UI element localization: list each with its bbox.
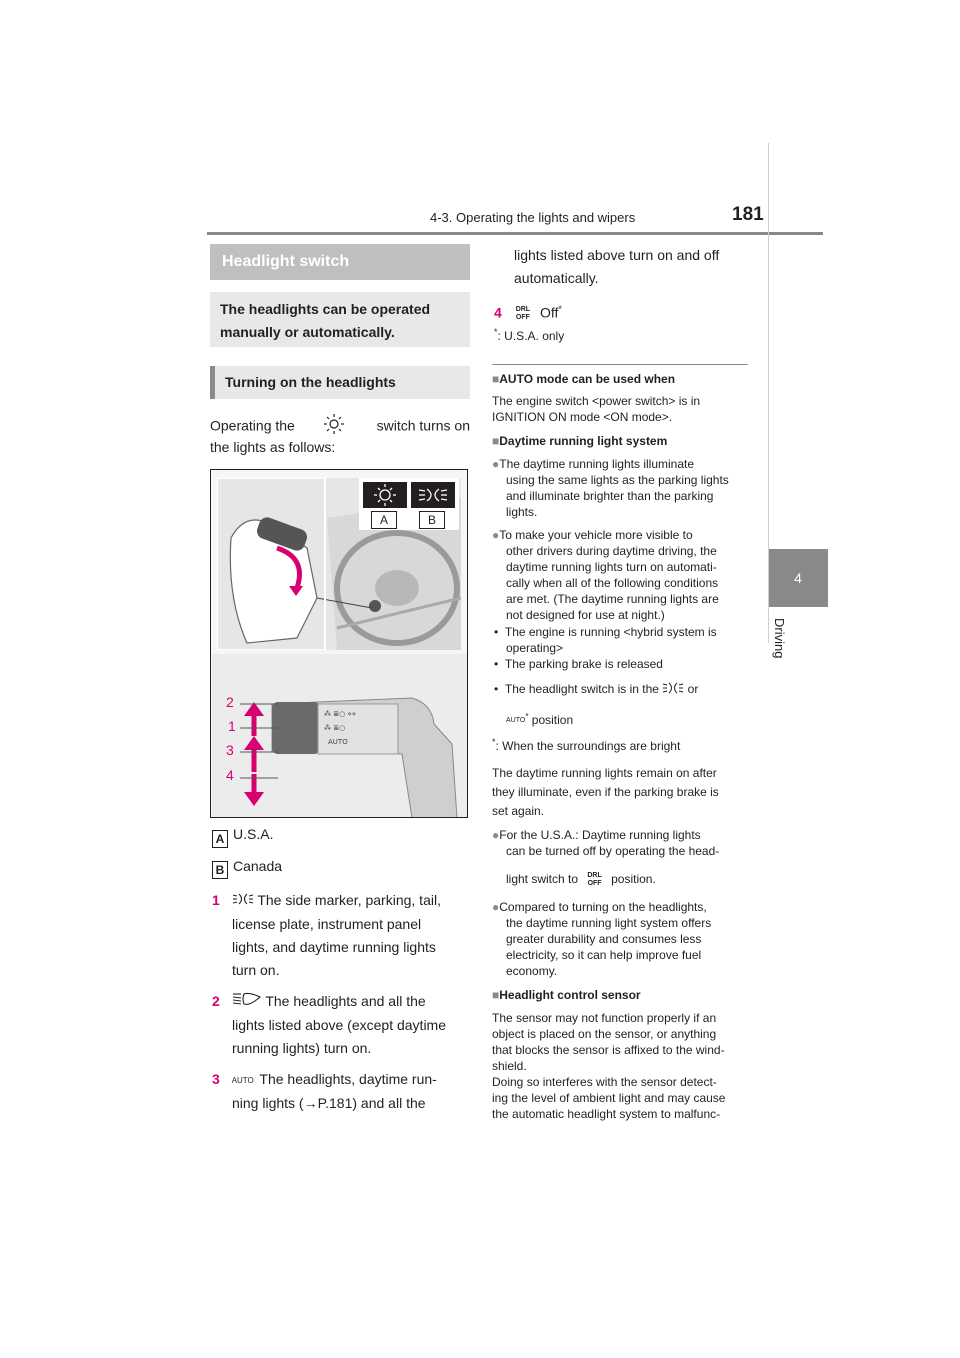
sensor-line7: the automatic headlight system to malfunc- [492,1107,721,1121]
lead-text-line1: The headlights can be operated [220,301,431,317]
chapter-label: Driving [772,618,787,659]
drl-b2-line6: not designed for use at night.) [506,608,665,622]
drl-after-1: The daytime running lights remain on after [492,766,717,780]
condition-3-position: position [531,713,574,727]
figure-label-b: B [419,511,445,529]
list-item-4 [494,298,562,325]
condition-3: • The headlight switch is in the or [494,682,699,697]
condition-1: • The engine is running <hybrid system is [494,625,717,639]
sensor-line1: The sensor may not function properly if an [492,1011,717,1025]
footnote-bright [492,735,680,754]
tail-light-icon [232,890,254,913]
item-3-line2-pre: ning lights ( [232,1095,304,1111]
usa-line3-post: position. [611,872,656,887]
usa-bullet [492,828,701,843]
drl-b2-line3: daytime running lights turn on automati- [506,560,717,574]
usa-line1: For the U.S.A.: Daytime running lights [499,828,701,842]
usa-line2: can be turned off by operating the head- [506,844,720,858]
auto-heading: ■AUTO mode can be used when [492,372,676,386]
condition-1-line2: operating> [506,641,564,655]
drl-bullet-1 [492,457,694,472]
condition-3-post: or [687,682,699,697]
sensor-line6: ing the level of ambient light and may cause [492,1091,726,1105]
position-number-4: 4 [226,767,234,783]
drl-b2-line5: are met. (The daytime running lights are [506,592,719,606]
item-2-number: 2 [212,993,220,1009]
operating-pre: Operating the [210,417,295,434]
operating-post: switch turns on [376,417,470,434]
list-item-1 [212,889,441,913]
item-1-line2: license plate, instrument panel [232,916,422,932]
header-rule [207,232,823,235]
subheading: Turning on the headlights [210,366,470,399]
bullet-dot: ● [492,828,500,842]
drl-b1-line3: and illuminate brighter than the parking [506,489,714,503]
list-item-2 [212,990,426,1014]
drl-b1-line2: using the same lights as the parking lights [506,473,729,487]
svg-text:AUTO: AUTO [328,738,348,746]
bullet-dot: ● [492,900,500,914]
drl-off-icon [587,872,601,888]
auto-body-1: The engine switch <power switch> is in [492,394,701,408]
page-ref-link[interactable]: →P.181 [303,1095,353,1111]
drl-b1-line4: lights. [506,505,538,519]
drl-icon-top: DRL [587,872,602,879]
caption-a-marker: A [212,830,228,848]
auto-heading-text: AUTO mode can be used when [499,372,676,386]
sensor-line4: shield. [492,1059,527,1073]
item-4-number: 4 [494,304,502,321]
item-3-line3: lights listed above turn on and off [514,247,720,263]
list-item-3 [212,1068,437,1092]
condition-2-text: The parking brake is released [504,657,663,671]
usa-line3 [506,872,656,888]
usa-line3-pre: light switch to [506,872,579,887]
item-3-number: 3 [212,1071,220,1087]
position-number-3: 3 [226,742,234,758]
low-beam-icon [232,991,262,1014]
auto-icon: AUTO [506,717,526,725]
chapter-tab: 4 [768,549,828,607]
position-number-1: 1 [228,718,236,734]
headlight-switch-figure [210,469,468,818]
lead-box [210,292,470,347]
footnote-usa [494,327,564,343]
page-number: 181 [732,204,764,225]
caption-b-marker: B [212,861,228,879]
drl-b2-line4: cally when all of the following conditions [506,576,719,590]
sensor-line3: that blocks the sensor is affixed to the wind- [492,1043,725,1057]
drl-bullet-2 [492,528,693,543]
bullet-dot: ● [492,457,500,471]
item-4-text: Off [539,304,559,321]
footnote-1-text: : U.S.A. only [497,329,565,343]
sensor-heading-text: Headlight control sensor [499,988,641,1002]
sensor-line2: object is placed on the sensor, or anything [492,1027,717,1041]
drl-off-icon [516,306,530,322]
asterisk-2: * [525,712,529,721]
drl-icon-bottom: OFF [515,313,530,321]
drl-b2-line1: To make your vehicle more visible to [499,528,693,542]
section-heading: Headlight switch [210,244,470,280]
figure-label-a: A [371,511,397,529]
caption-b-text: Canada [233,858,283,874]
running-header: 4-3. Operating the lights and wipers [430,210,636,225]
lead-text-line2: manually or automatically. [220,324,395,340]
drl-icon-bottom: OFF [587,880,602,887]
operating-line2: the lights as follows: [210,439,336,455]
condition-1-line1: The engine is running <hybrid system is [504,625,717,639]
position-number-2: 2 [226,694,234,710]
compare-line5: economy. [506,964,558,978]
footnote-asterisk-2: * [492,737,496,747]
compare-bullet [492,900,707,915]
drl-after-3: set again. [492,804,545,818]
item-1-line1: The side marker, parking, tail, [257,892,441,908]
tail-light-icon [662,682,684,698]
tail-light-icon [411,482,455,508]
figure-lever-panel [212,654,468,818]
headlight-icon [363,482,407,508]
caption-a-text: U.S.A. [233,826,274,842]
notes-divider [492,364,748,365]
asterisk-1: * [558,304,562,314]
drl-heading-text: Daytime running light system [499,434,668,448]
footnote-asterisk-1: * [494,327,498,337]
item-1-line3: lights, and daytime running lights [232,939,436,955]
drl-heading: ■Daytime running light system [492,434,668,448]
auto-body-2: IGNITION ON mode <ON mode>. [492,410,673,424]
compare-line1: Compared to turning on the headlights, [499,900,707,914]
sensor-heading: ■Headlight control sensor [492,988,641,1002]
compare-line3: greater durability and consumes less [506,932,702,946]
item-2-line2: lights listed above (except daytime [232,1017,446,1033]
item-3-line2 [232,1092,426,1115]
svg-text:⁂ ≣○: ⁂ ≣○ [324,724,346,732]
compare-line4: electricity, so it can help improve fuel [506,948,702,962]
sensor-line5: Doing so interferes with the sensor detect- [492,1075,717,1089]
item-3-line2-post: ) and all the [352,1095,426,1111]
auto-icon: AUTO [231,1075,254,1085]
drl-after-2: they illuminate, even if the parking brake is [492,785,719,799]
footnote-2-text: : When the surroundings are bright [495,739,681,753]
item-1-number: 1 [212,892,220,908]
drl-b1-line1: The daytime running lights illuminate [499,457,695,471]
item-2-line3: running lights) turn on. [232,1040,372,1056]
tab-divider [768,143,769,643]
condition-2: • The parking brake is released [494,657,663,671]
svg-text:⁂ ≣○ ⋄⋄: ⁂ ≣○ ⋄⋄ [324,710,357,718]
condition-3-pre: The headlight switch is in the [504,682,659,697]
item-3-line1: The headlights, daytime run- [259,1071,437,1087]
drl-b2-line2: other drivers during daytime driving, the [506,544,717,558]
item-3-line4: automatically. [514,270,599,286]
item-2-line1: The headlights and all the [265,993,426,1009]
condition-3-line2 [506,709,573,728]
ab-callout-box [359,478,459,530]
compare-line2: the daytime running light system offers [506,916,712,930]
drl-icon-top: DRL [515,305,531,313]
item-1-line4: turn on. [232,962,280,978]
bullet-dot: ● [492,528,500,542]
